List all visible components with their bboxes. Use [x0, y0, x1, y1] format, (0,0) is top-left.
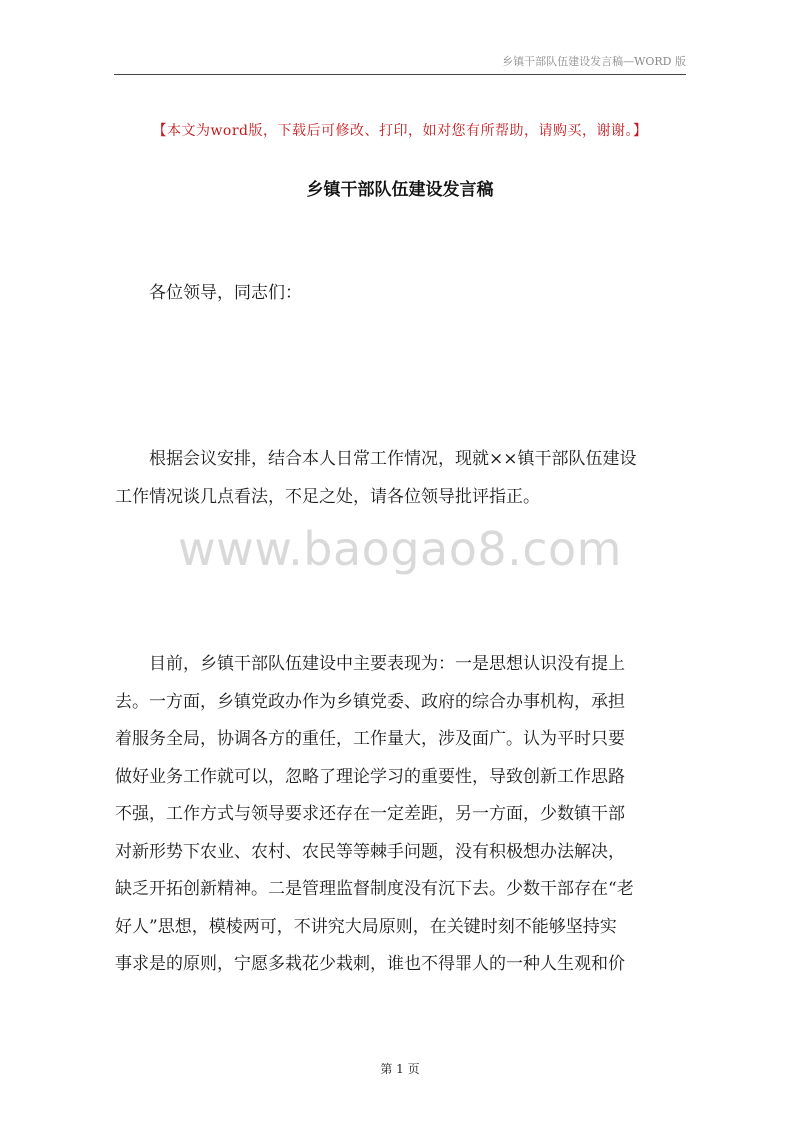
page-number: 第 1 页 — [380, 1062, 420, 1076]
text-line: 不强，工作方式与领导要求还存在一定差距，另一方面，少数镇干部 — [115, 804, 625, 824]
text-line: 对新形势下农业、农村、农民等等棘手问题，没有积极想办法解决， — [115, 841, 625, 862]
paragraph-intro — [115, 441, 685, 516]
page-header — [114, 52, 686, 75]
text-line: 事求是的原则，宁愿多栽花少栽刺，谁也不得罪人的一种人生观和价 — [115, 954, 625, 974]
paragraph-greeting — [115, 275, 685, 313]
document-title: 乡镇干部队伍建设发言稿 — [306, 180, 494, 200]
text-line: 根据会议安排，结合本人日常工作情况，现就××镇干部队伍建设 — [115, 449, 637, 469]
text-line: 工作情况谈几点看法，不足之处，请各位领导批评指正。 — [115, 486, 540, 507]
text-line: 缺乏开拓创新精神。二是管理监督制度没有沉下去。少数干部存在“老 — [115, 879, 634, 899]
purchase-notice: 【本文为word版，下载后可修改、打印，如对您有所帮助，请购买，谢谢。】 — [152, 123, 648, 139]
page-footer — [0, 1060, 800, 1077]
text-line: 去。一方面，乡镇党政办作为乡镇党委、政府的综合办事机构，承担 — [115, 691, 625, 712]
text-line: 各位领导，同志们： — [115, 283, 302, 303]
text-line: 做好业务工作就可以，忽略了理论学习的重要性，导致创新工作思路 — [115, 766, 625, 787]
text-line: 着服务全局，协调各方的重任，工作量大，涉及面广。认为平时只要 — [115, 729, 625, 749]
text-line: 目前，乡镇干部队伍建设中主要表现为：一是思想认识没有提上 — [115, 654, 625, 674]
text-line: 好人”思想，模棱两可，不讲究大局原则，在关键时刻不能够坚持实 — [115, 916, 617, 937]
header-text: 乡镇干部队伍建设发言稿—WORD 版 — [502, 55, 686, 68]
watermark: www.baogao8.com — [178, 522, 622, 576]
paragraph-body — [115, 646, 685, 984]
